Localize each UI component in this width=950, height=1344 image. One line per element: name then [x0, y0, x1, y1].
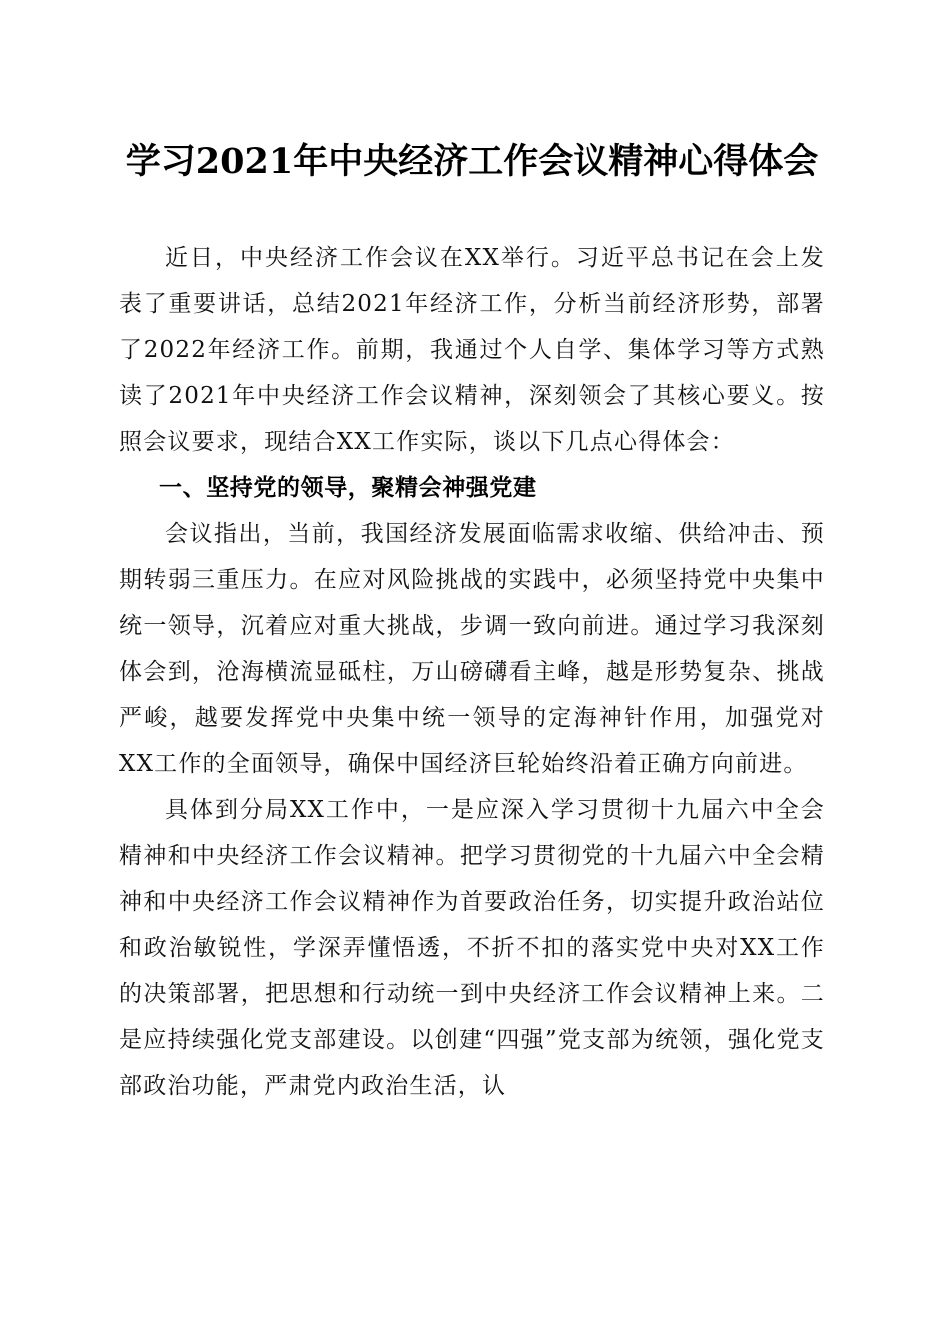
intro-paragraph: 近日，中央经济工作会议在XX举行。习近平总书记在会上发表了重要讲话，总结2021年经济工作，分析当前经济形势，部署了2022年经济工作。前期，我通过个人自学、集体学习等方式熟读了2021年中央经济工作会议精神，深刻领会了其核心要义。按照会议要求，现结合XX工作实际，谈以下几点心得体会：	[119, 245, 825, 455]
section-heading: 一、坚持党的领导，聚精会神强党建	[159, 475, 537, 501]
body-paragraph: 会议指出，当前，我国经济发展面临需求收缩、供给冲击、预期转弱三重压力。在应对风险挑战的实践中，必须坚持党中央集中统一领导，沉着应对重大挑战，步调一致向前进。通过学习我深刻体会到，沧海横流显砥柱，万山磅礴看主峰，越是形势复杂、挑战严峻，越要发挥党中央集中统一领导的定海神针作用，加强党对XX工作的全面领导，确保中国经济巨轮始终沿着正确方向前进。	[119, 521, 825, 777]
document-content	[119, 140, 825, 1109]
body-paragraph: 具体到分局XX工作中，一是应深入学习贯彻十九届六中全会精神和中央经济工作会议精神。把学习贯彻党的十九届六中全会精神和中央经济工作会议精神作为首要政治任务，切实提升政治站位和政治敏锐性，学深弄懂悟透，不折不扣的落实党中央对XX工作的决策部署，把思想和行动统一到中央经济工作会议精神上来。二是应持续强化党支部建设。以创建“四强”党支部为统领，强化党支部政治功能，严肃党内政治生活，认	[119, 797, 825, 1099]
document-body	[119, 235, 825, 1109]
document-title: 学习2021年中央经济工作会议精神心得体会	[125, 141, 819, 182]
